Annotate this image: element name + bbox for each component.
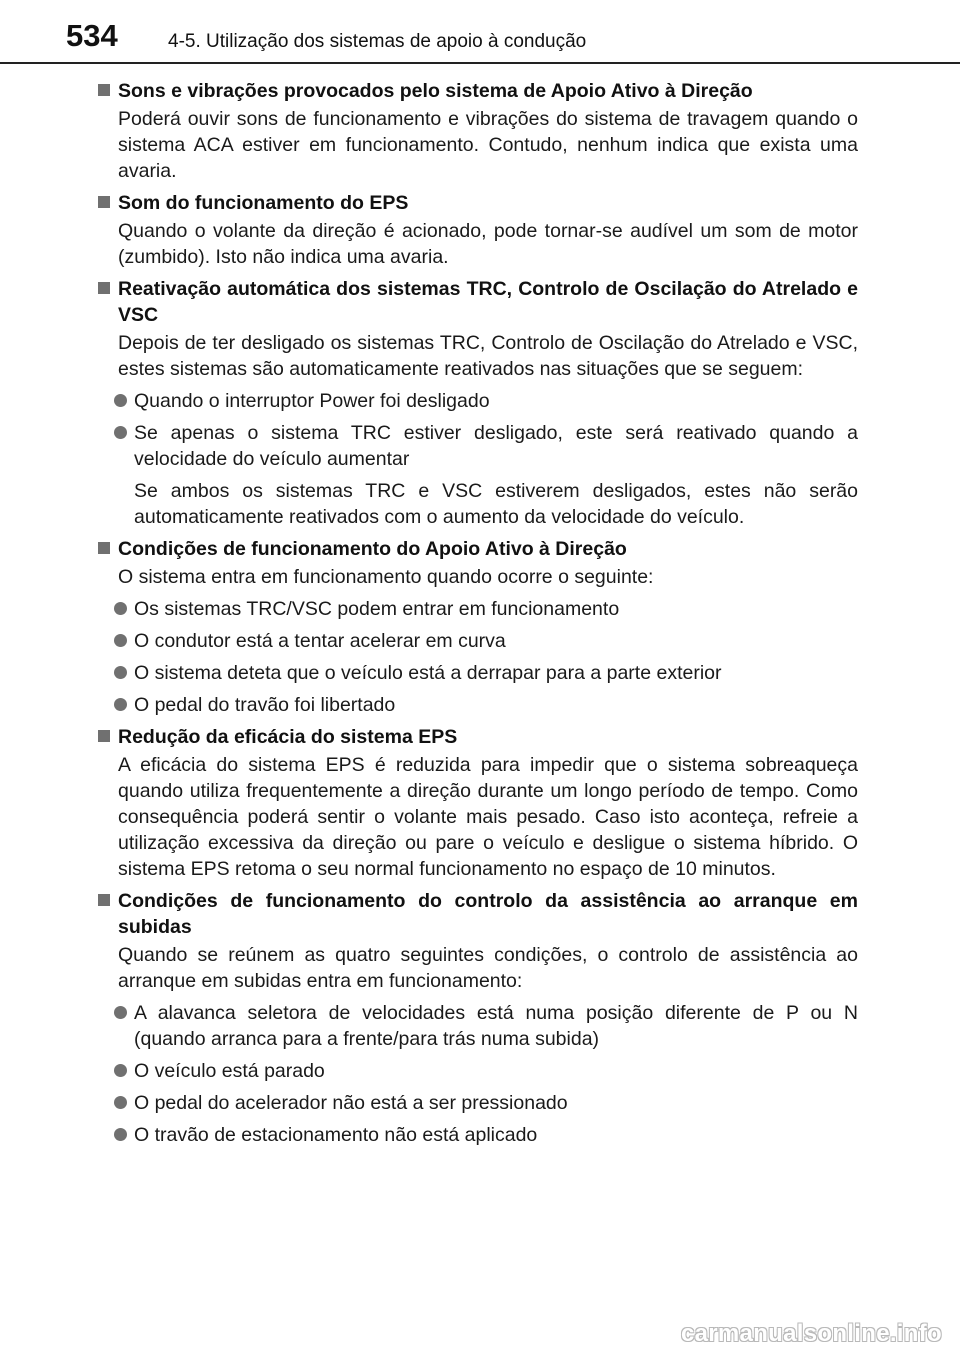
- list-item-text: O sistema deteta que o veículo está a derrapar para a parte exterior: [134, 662, 722, 684]
- section-title: 4-5. Utilização dos sistemas de apoio à condução: [168, 31, 587, 52]
- circle-bullet-icon: [114, 666, 127, 679]
- section-paragraph: Quando o volante da direção é acionado, pode tornar-se audível um som de motor (zumbido). Isto não indica uma avaria.: [118, 220, 858, 268]
- list-item: [96, 660, 858, 686]
- section-auto-reactivation: [96, 276, 858, 530]
- page-header: [0, 0, 960, 64]
- section-acs-sounds: [96, 78, 858, 184]
- circle-bullet-icon: [114, 1128, 127, 1141]
- list-item-note: Se ambos os sistemas TRC e VSC estiverem desligados, estes não serão automaticamente reativados com o aumento da velocidade do veículo.: [134, 480, 858, 528]
- list-item: [96, 1000, 858, 1052]
- section-eps-reduction: [96, 724, 858, 882]
- list-item-text: O travão de estacionamento não está aplicado: [134, 1124, 538, 1146]
- section-heading: [96, 276, 858, 328]
- list-item-text: O condutor está a tentar acelerar em curva: [134, 630, 506, 652]
- list-item: [96, 596, 858, 622]
- circle-bullet-icon: [114, 1096, 127, 1109]
- list-item-text: O veículo está parado: [134, 1060, 325, 1082]
- section-paragraph: Depois de ter desligado os sistemas TRC, Controlo de Oscilação do Atrelado e VSC, estes sistemas são automaticamente reativados nas situações que se seguem:: [118, 332, 858, 380]
- list-item: [96, 1058, 858, 1084]
- list-item-text: Quando o interruptor Power foi desligado: [134, 390, 490, 412]
- page-number: 534: [66, 18, 118, 53]
- site-watermark: carmanualsonline.info: [680, 1320, 942, 1347]
- circle-bullet-icon: [114, 634, 127, 647]
- section-heading-text: Som do funcionamento do EPS: [118, 192, 409, 214]
- circle-bullet-icon: [114, 1006, 127, 1019]
- section-heading-text: Sons e vibrações provocados pelo sistema de Apoio Ativo à Direção: [118, 80, 753, 102]
- list-item: [96, 628, 858, 654]
- list-item: [96, 420, 858, 472]
- section-heading-text: Redução da eficácia do sistema EPS: [118, 726, 458, 748]
- circle-bullet-icon: [114, 426, 127, 439]
- list-item: [96, 692, 858, 718]
- section-heading: [96, 78, 858, 104]
- list-item: [96, 1090, 858, 1116]
- section-paragraph: Poderá ouvir sons de funcionamento e vibrações do sistema de travagem quando o sistema ACA estiver em funcionamento. Contudo, nenhum indica que exista uma avaria.: [118, 108, 858, 182]
- section-heading: [96, 724, 858, 750]
- square-bullet-icon: [98, 282, 110, 294]
- header-divider: [0, 62, 960, 64]
- section-paragraph: Quando se reúnem as quatro seguintes condições, o controlo de assistência ao arranque em subidas entra em funcionamento:: [118, 944, 858, 992]
- list-item-text: O pedal do acelerador não está a ser pressionado: [134, 1092, 568, 1114]
- list-item-text: A alavanca seletora de velocidades está numa posição diferente de P ou N (quando arranca para a frente/para trás numa subida): [134, 1002, 858, 1050]
- page-content: [96, 78, 858, 1154]
- circle-bullet-icon: [114, 698, 127, 711]
- list-item-text: Se apenas o sistema TRC estiver desligado, este será reativado quando a velocidade do veículo aumentar: [134, 422, 858, 470]
- circle-bullet-icon: [114, 1064, 127, 1077]
- square-bullet-icon: [98, 730, 110, 742]
- list-item-text: Os sistemas TRC/VSC podem entrar em funcionamento: [134, 598, 620, 620]
- section-heading-text: Condições de funcionamento do Apoio Ativo à Direção: [118, 538, 627, 560]
- section-paragraph: A eficácia do sistema EPS é reduzida para impedir que o sistema sobreaqueça quando utiliza frequentemente a direção durante um longo período de tempo. Como consequência poderá sentir o volante mais pesado. Caso isto aconteça, refreie a utilização excessiva da direção ou pare o veículo e desligue o sistema híbrido. O sistema EPS retoma o seu normal funcionamento no espaço de 10 minutos.: [118, 754, 858, 880]
- section-heading-text: Condições de funcionamento do controlo da assistência ao arranque em subidas: [118, 890, 858, 938]
- square-bullet-icon: [98, 894, 110, 906]
- square-bullet-icon: [98, 84, 110, 96]
- list-item-text: O pedal do travão foi libertado: [134, 694, 396, 716]
- section-eps-sound: [96, 190, 858, 270]
- section-heading: [96, 888, 858, 940]
- section-hill-start-assist: [96, 888, 858, 1148]
- section-heading: [96, 190, 858, 216]
- section-paragraph: O sistema entra em funcionamento quando ocorre o seguinte:: [118, 566, 654, 588]
- list-item: [96, 388, 858, 414]
- section-heading: [96, 536, 858, 562]
- circle-bullet-icon: [114, 602, 127, 615]
- circle-bullet-icon: [114, 394, 127, 407]
- square-bullet-icon: [98, 542, 110, 554]
- list-item: [96, 1122, 858, 1148]
- square-bullet-icon: [98, 196, 110, 208]
- section-heading-text: Reativação automática dos sistemas TRC, Controlo de Oscilação do Atrelado e VSC: [118, 278, 858, 326]
- section-acs-conditions: [96, 536, 858, 718]
